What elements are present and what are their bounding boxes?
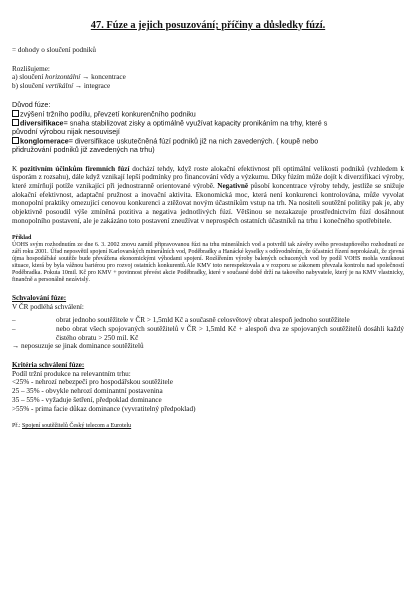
diversification-text: = snaha stabilizovat zisky a optimálně využívat kapacity pronikáním na trhy, které s <box>63 118 328 128</box>
approval-note: → neposuzuje se jinak dominance soutěžitelů <box>12 342 144 351</box>
example-text-part1: ÚOHS svým rozhodnutím ze dne 6. 3. 2002 znovu zamítl připravovanou fúzi na trhu minerálních vod a potvrdil tak závěry svého prvostupňového rozhodnutí ze září roku 2001. Úřad neposvětil spojení Karlovarských minerálních vod, Poděbradky a Hanácké kyselky s odůvodněním, že účastníci řízení neprokázali, že zjevná újma hospodářské soutěže bude převážena ekonomickými výhodami spojení. Rozšířením výroby balených ochucených vod by podíl VOHS mohla vzniknout situace, která by byla vážnou bariérou pro rozvoj ostatních konkurentů. <box>12 242 404 270</box>
criteria-item: 35 – 55% - vyžaduje šetření, předpoklad dominance <box>12 395 162 404</box>
criteria-item: <25% - nehrozí nebezpečí pro hospodářskou soutěžitele <box>12 378 173 387</box>
distinction-horizontal-post: → koncentrace <box>80 73 126 82</box>
distinction-block <box>12 65 404 91</box>
approval-heading: Schvalování fúze: <box>12 293 67 302</box>
vertical-term: vertikální <box>45 82 74 91</box>
footer-prefix: Př.: <box>12 423 23 430</box>
example-block <box>12 235 404 283</box>
approval-block <box>12 294 404 351</box>
negative-effects-term: Negativně <box>217 181 249 190</box>
distinction-vertical-post: → integrace <box>73 82 111 91</box>
approval-item: – obrat jednoho soutěžitele v ČR > 1,5mld Kč a současně celosvětový obrat alespoň jednoho soutěžitele <box>12 316 404 325</box>
definition-block <box>12 46 404 55</box>
effects-paragraph <box>12 165 404 226</box>
checkbox-icon <box>12 119 19 126</box>
approval-item-text: obrat jednoho soutěžitele v ČR > 1,5mld Kč a současně celosvětový obrat alespoň jednoho soutěžitele <box>56 316 350 325</box>
reason-market-share-text: zvýšení tržního podílu, převzetí konkurenčního podniku <box>20 109 196 119</box>
criteria-item: >55% - prima facie důkaz dominance (vyvratitelný předpoklad) <box>12 404 196 413</box>
diversification-term: diversifikace <box>20 118 64 128</box>
conglomeration-continuation: přidružování podniků již zavedených na trhu) <box>12 144 155 154</box>
checkbox-icon <box>12 110 19 117</box>
approval-subheading: V ČR podléhá schválení: <box>12 302 84 311</box>
page-title: 47. Fúze a jejich posuzování; příčiny a důsledky fúzí. <box>90 20 326 31</box>
diversification-continuation: původní výrobou nijak nesouvisejí <box>12 126 120 136</box>
example-text-part2: Ale KMV toto nerespektovala a v rozporu se zákonem převzala kontrolu nad společností Poděbradka. Pokuta 10mil. Kč pro KMV + povinnost převést akcie Poděbradky, které v současné době drží na takového nabyvatele, který je na KMV vlastnicky, finančně a personálně nezávislý. <box>12 263 404 283</box>
positive-effects-text: dochází tehdy, když roste alokační efektivnost při optimální velikosti podniků (vzhledem k úsporám z rozsahu), dále když vznikají lepší podmínky pro financování vědy a výzkumu. Díky fúzím může dojít k diverzifikaci výroby, které zmírňují potíže vznikající při jednostranně orientované výrobě. <box>12 164 404 190</box>
approval-item: – nebo obrat všech spojovaných soutěžitelů v ČR > 1,5mld Kč + alespoň dva ze spojovaných soutěžitelů dosáhli každý čistého obratu > 250 mil. Kč <box>12 324 404 342</box>
positive-effects-term: pozitivním účinkům firemních fúzí <box>19 164 130 173</box>
footer-example <box>12 423 404 430</box>
horizontal-term: horizontální <box>45 73 81 82</box>
effects-pre: K <box>12 164 20 173</box>
reasons-block <box>12 101 404 155</box>
criteria-heading: Kritéria schválení fúze: <box>12 361 85 370</box>
conglomeration-text: = diversifikace uskutečněná fúzí podniků již na nich zavedených. ( koupě nebo <box>68 136 319 146</box>
definition-text: = dohody o sloučení podniků <box>12 46 96 54</box>
distinction-vertical <box>12 82 404 91</box>
criteria-item: 25 – 35% - obvykle nehrozí dominantní postavenina <box>12 387 163 396</box>
distinction-vertical-pre: b) sloučení <box>12 82 46 91</box>
footer-text: Spojení soutěžitelů Český telecom a Eurotelu <box>22 423 132 430</box>
negative-effects-text: působí koncentrace výroby tehdy, jestliže se snižuje alokační efektivnost, adaptační pružnost a inovační aktivita. Ekonomická moc, která není konkurenci kontrolována, může vyvolat monopolní praktiky omezující cenovou konkurenci a ztěžovat novým účastníkům vstup na trh. Na nositeli soutěžní politiky pak je, aby objektivně posoudil výše zmíněná pozitiva a negativa jednotlivých fúzí. Většinou se nezakazuje prostřednictvím fúzí dosáhnout monopolního postavení, ale je zakázáno toto postavení zneužívat v neprospěch ostatních účastníků na trhu i konečného spotřebitele. <box>12 181 405 225</box>
approval-item-text: nebo obrat všech spojovaných soutěžitelů v ČR > 1,5mld Kč + alespoň dva ze spojovaných soutěžitelů dosáhli každý čistého obratu > 250 mil. Kč <box>56 324 404 342</box>
document-page <box>12 20 404 430</box>
criteria-subheading: Podíl tržní produkce na relevantním trhu: <box>12 369 131 378</box>
checkbox-icon <box>12 137 19 144</box>
distinction-heading: Rozlišujeme: <box>12 64 50 73</box>
example-text <box>12 242 404 283</box>
reasons-heading: Důvod fúze: <box>12 99 51 109</box>
conglomeration-term: konglomerace <box>20 136 69 146</box>
criteria-block <box>12 361 404 413</box>
distinction-horizontal <box>12 73 404 82</box>
example-heading: Příklad <box>12 235 32 242</box>
distinction-horizontal-pre: a) sloučení <box>12 73 46 82</box>
